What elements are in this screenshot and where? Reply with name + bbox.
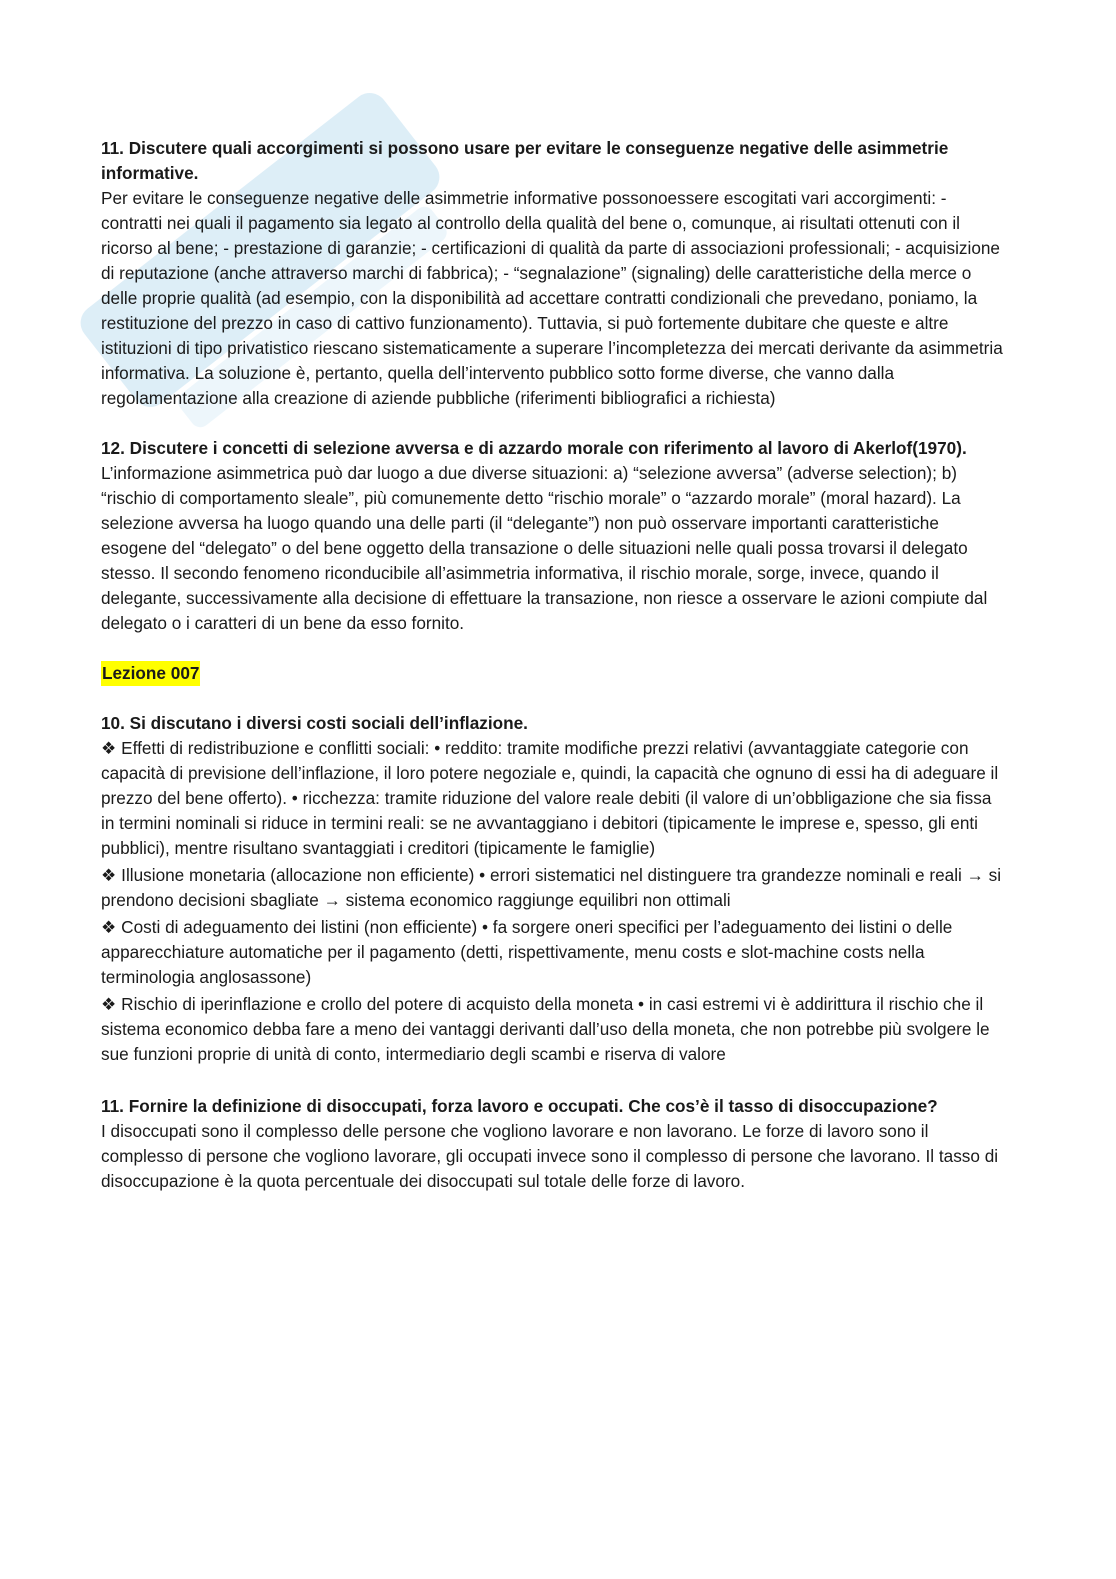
question-heading: 11. Discutere quali accorgimenti si possono usare per evitare le conseguenze negative delle asimmetrie informative. [101, 138, 949, 183]
spacer [101, 636, 1006, 661]
lesson-label-line [101, 661, 1006, 686]
bullet-paragraph: ❖ Effetti di redistribuzione e conflitti sociali: • reddito: tramite modifiche prezzi relativi (avvantaggiate categorie con capacità di previsione dell’inflazione, il loro potere negoziale e, quindi, la capacità che ognuno di essi ha di adeguare il prezzo del bene offerto). • ricchezza: tramite riduzione del valore reale debiti (il valore di un’obbligazione che sia fissa in termini nominali si riduce in termini reali: se ne avvantaggiano i debitori (tipicamente le imprese e, spesso, gli enti pubblici), mentre risultano svantaggiati i creditori (tipicamente le famiglie) [101, 738, 999, 858]
question-heading: 10. Si discutano i diversi costi sociali dell’inflazione. [101, 713, 528, 733]
question-heading: 12. Discutere i concetti di selezione avversa e di azzardo morale con riferimento al lavoro di Akerlof(1970). [101, 438, 967, 458]
answer-paragraph: I disoccupati sono il complesso delle persone che vogliono lavorare e non lavorano. Le forze di lavoro sono il complesso di persone che vogliono lavorare, gli occupati invece sono il complesso di persone che lavorano. Il tasso di disoccupazione è la quota percentuale dei disoccupati sul totale delle forze di lavoro. [101, 1121, 999, 1191]
bullet-paragraph: ❖ Costi di adeguamento dei listini (non efficiente) • fa sorgere oneri specifici per l’adeguamento dei listini o delle apparecchiature automatiche per il pagamento (detti, rispettivamente, menu costs e slot-machine costs nella terminologia anglosassone) [101, 917, 953, 987]
bullet-paragraph: ❖ Rischio di iperinflazione e crollo del potere di acquisto della moneta • in casi estremi vi è addirittura il rischio che il sistema economico debba fare a meno dei vantaggi derivanti dall’uso della moneta, che non potrebbe più svolgere le sue funzioni proprie di unità di conto, intermediario degli scambi e riserva di valore [101, 994, 990, 1064]
document-content [101, 136, 1006, 1194]
bullet-paragraph: ❖ Illusione monetaria (allocazione non efficiente) • errori sistematici nel distinguere tra grandezze nominali e reali → si prendono decisioni sbagliate → sistema economico raggiunge equilibri non ottimali [101, 865, 1002, 910]
lesson-label: Lezione 007 [101, 661, 200, 686]
spacer [101, 411, 1006, 436]
spacer [101, 1069, 1006, 1094]
answer-paragraph: Per evitare le conseguenze negative delle asimmetrie informative possonoessere escogitati vari accorgimenti: - contratti nei quali il pagamento sia legato al controllo della qualità del bene o, comunque, ai risultati ottenuti con il ricorso al bene; - prestazione di garanzie; - certificazioni di qualità da parte di associazioni professionali; - acquisizione di reputazione (anche attraverso marchi di fabbrica); - “segnalazione” (signaling) delle caratteristiche della merce o delle proprie qualità (ad esempio, con la disponibilità ad accettare contratti condizionali che prevedano, poniamo, la restituzione del prezzo in caso di cattivo funzionamento). Tuttavia, si può fortemente dubitare che queste e altre istituzioni di tipo privatistico riescano sistematicamente a superare l’incompletezza dei mercati derivante da asimmetria informativa. La soluzione è, pertanto, quella dell’intervento pubblico sotto forme diverse, che vanno dalla regolamentazione alla creazione di aziende pubbliche (riferimenti bibliografici a richiesta) [101, 188, 1003, 408]
spacer [101, 686, 1006, 711]
question-heading: 11. Fornire la definizione di disoccupati, forza lavoro e occupati. Che cos’è il tasso di disoccupazione? [101, 1096, 938, 1116]
answer-paragraph: L’informazione asimmetrica può dar luogo a due diverse situazioni: a) “selezione avversa” (adverse selection); b) “rischio di comportamento sleale”, più comunemente detto “rischio morale” o “azzardo morale” (moral hazard). La selezione avversa ha luogo quando una delle parti (il “delegante”) non può osservare importanti caratteristiche esogene del “delegato” o del bene oggetto della transazione o delle situazioni nelle quali possa trovarsi il delegato stesso. Il secondo fenomeno riconducibile all’asimmetria informativa, il rischio morale, sorge, invece, quando il delegante, successivamente alla decisione di effettuare la transazione, non riesce a osservare le azioni compiute dal delegato o i caratteri di un bene da esso fornito. [101, 463, 988, 633]
